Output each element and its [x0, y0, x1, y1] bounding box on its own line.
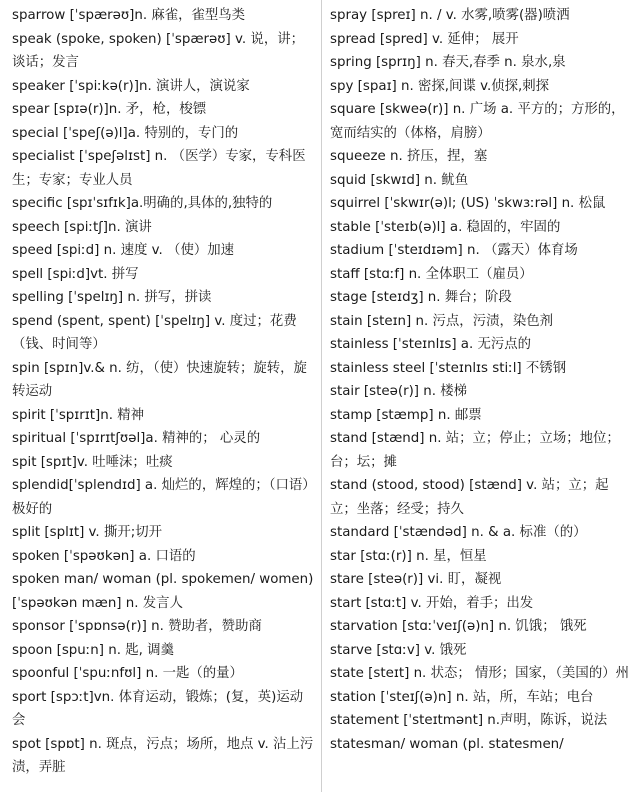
entry-spray: spray [spreɪ] n. / v. 水雾,喷雾(器)喷洒	[330, 8, 570, 23]
entry-spoon: spoon [spuːn] n. 匙, 调羹	[12, 642, 174, 658]
entry-splendid: splendid[ˈsplendɪd] a. 灿烂的，辉煌的；（口语）极好的	[12, 478, 309, 517]
entry-spin: spin [spɪn]v.& n. 纺，（使）快速旋转；旋转，旋转运动	[12, 360, 307, 399]
entry-special: special [ˈspeʃ(ə)l]a. 特别的，专门的	[12, 125, 239, 141]
entry-stage: stage [steɪdʒ] n. 舞台；阶段	[330, 290, 512, 305]
entry-starve: starve [stɑːv] v. 饿死	[330, 642, 467, 658]
entry-spread: spread [spred] v. 延伸； 展开	[330, 31, 519, 47]
entry-spend: spend (spent, spent) [ˈspelɪŋ] v. 度过；花费（钱、时间等）	[12, 313, 297, 352]
entry-sponsor: sponsor [ˈspɒnsə(r)] n. 赞助者，赞助商	[12, 619, 262, 634]
entry-specialist: specialist [ˈspeʃəlɪst] n. （医学）专家，专科医生；专家；专业人员	[12, 149, 306, 188]
entry-staff: staff [stɑːf] n. 全体职工（雇员）	[330, 266, 533, 282]
entry-speaker: speaker [ˈspiːkə(r)]n. 演讲人，演说家	[12, 78, 250, 94]
entry-stable: stable [ˈsteɪb(ə)l] a. 稳固的，牢固的	[330, 219, 561, 235]
entry-spit: spit [spɪt]v. 吐唾沫；吐痰	[12, 454, 173, 470]
entry-spring: spring [sprɪŋ] n. 春天,春季 n. 泉水,泉	[330, 55, 566, 70]
entry-start: start [stɑːt] v. 开始，着手；出发	[330, 595, 534, 611]
entry-stand-verb: stand (stood, stood) [stænd] v. 站；立；起立；坐落；经受；持久	[330, 478, 609, 517]
entry-specific: specific [spɪˈsɪfɪk]a.明确的,具体的,独特的	[12, 196, 273, 211]
entry-spoken-man: spoken man/ woman (pl. spokemen/ women) [ˈspəʊkən mæn] n. 发言人	[12, 572, 314, 611]
entry-spy: spy [spaɪ] n. 密探,间谍 v.侦探,刺探	[330, 78, 550, 94]
entry-square: square [skweə(r)] n. 广场 a. 平方的；方形的，宽而结实的（体格，肩膀）	[330, 102, 625, 141]
entry-squirrel: squirrel [ˈskwɪr(ə)l; (US) ˈskwɜːrəl] n. 松鼠	[330, 196, 606, 211]
entry-stadium: stadium [ˈsteɪdɪəm] n. （露天）体育场	[330, 243, 578, 258]
entry-stainless-steel: stainless steel [ˈsteɪnlɪs stiːl] 不锈钢	[330, 360, 567, 376]
entry-spirit: spirit [ˈspɪrɪt]n. 精神	[12, 407, 145, 423]
entry-split: split [splɪt] v. 撕开;切开	[12, 525, 163, 540]
entry-statement: statement [ˈsteɪtmənt] n.声明，陈诉，说法	[330, 713, 608, 728]
entry-spoken: spoken [ˈspəʊkən] a. 口语的	[12, 548, 196, 564]
entry-stare: stare [steə(r)] vi. 盯，凝视	[330, 572, 502, 587]
entry-statesman: statesman/ woman (pl. statesmen/	[330, 736, 564, 752]
entry-squid: squid [skwɪd] n. 鱿鱼	[330, 172, 469, 188]
entry-stand-noun: stand [stænd] n. 站；立；停止；立场；地位；台；坛；摊	[330, 431, 620, 470]
entry-stain: stain [steɪn] n. 污点，污渍，染色剂	[330, 313, 554, 329]
entry-sparrow: sparrow [ˈspærəʊ]n. 麻雀，雀型鸟类	[12, 8, 246, 23]
right-column	[330, 4, 630, 792]
entry-spoonful: spoonful [ˈspuːnfʊl] n. 一匙（的量）	[12, 666, 243, 681]
entry-stair: stair [steə(r)] n. 楼梯	[330, 384, 468, 399]
entry-sport: sport [spɔːt]vn. 体育运动，锻炼；(复，英)运动会	[12, 689, 304, 728]
entry-spell: spell [spiːd]vt. 拼写	[12, 266, 139, 282]
entry-spot: spot [spɒt] n. 斑点，污点；场所，地点 v. 沾上污渍，弄脏	[12, 736, 314, 775]
left-column	[12, 4, 315, 792]
entry-squeeze: squeeze n. 挤压，捏，塞	[330, 149, 488, 164]
entry-spelling: spelling [ˈspelɪŋ] n. 拼写，拼读	[12, 290, 212, 305]
entry-star: star [stɑː(r)] n. 星，恒星	[330, 548, 487, 564]
entry-speak: speak (spoke, spoken) [ˈspærəʊ] v. 说，讲；谈话；发言	[12, 31, 304, 70]
entry-spiritual: spiritual [ˈspɪrɪtʃʊəl]a. 精神的； 心灵的	[12, 431, 261, 446]
entry-starvation: starvation [stɑːˈveɪʃ(ə)n] n. 饥饿； 饿死	[330, 619, 587, 634]
entry-standard: standard [ˈstændəd] n. & a. 标准（的）	[330, 525, 587, 540]
entry-spear: spear [spɪə(r)]n. 矛，枪，梭镖	[12, 102, 207, 117]
column-divider	[321, 0, 322, 792]
entry-stainless: stainless [ˈsteɪnlɪs] a. 无污点的	[330, 337, 532, 352]
entry-station: station [ˈsteɪʃ(ə)n] n. 站，所，车站；电台	[330, 689, 594, 705]
entry-speed: speed [spiːd] n. 速度 v. （使）加速	[12, 243, 235, 258]
entry-stamp: stamp [stæmp] n. 邮票	[330, 407, 482, 423]
entry-speech: speech [spiːtʃ]n. 演讲	[12, 219, 152, 235]
entry-state: state [steɪt] n. 状态； 情形；国家，（美国的）州	[330, 666, 629, 681]
